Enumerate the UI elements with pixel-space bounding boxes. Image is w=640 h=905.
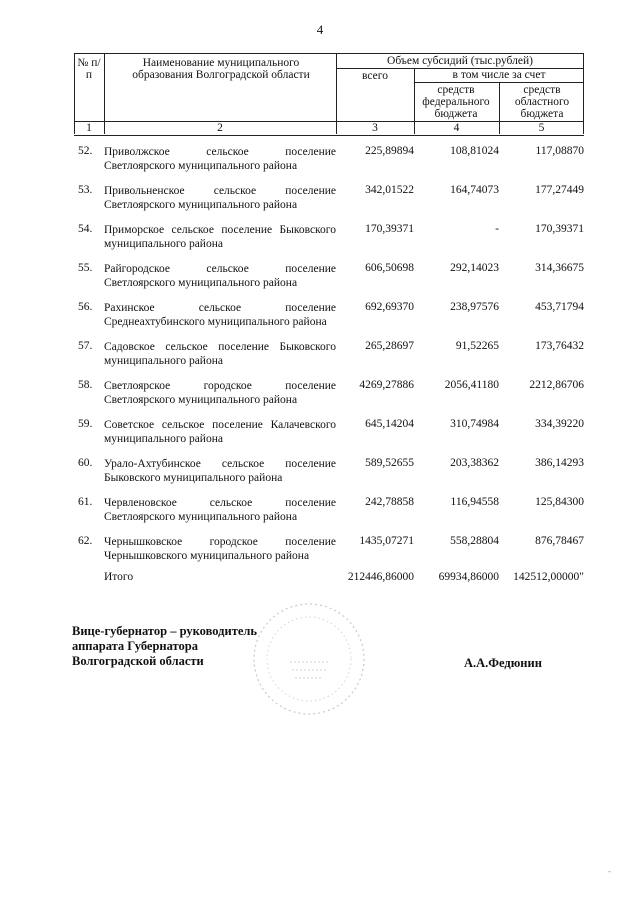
table-row: [74, 532, 584, 571]
row-number: 60.: [78, 457, 93, 469]
subsidy-regional: 170,39371: [535, 223, 584, 235]
table-row: [74, 454, 584, 493]
municipality-name: Приволжское сельское поселение Светлоярского муниципального района: [104, 146, 336, 172]
subsidy-regional: 177,27449: [535, 184, 584, 196]
header-regional-budget: средств областного бюджета: [514, 84, 570, 120]
signer-position-line: аппарата Губернатора: [72, 639, 198, 653]
municipality-name: Чернышковское городское поселение Чернышковского муниципального района: [104, 536, 336, 562]
municipality-name: Светлоярское городское поселение Светлоярского муниципального района: [104, 380, 336, 406]
total-sum: 212446,86000: [347, 571, 414, 583]
subsidy-total: 265,28697: [365, 340, 414, 352]
header-federal-budget: средств федерального бюджета: [422, 84, 490, 120]
column-number: 4: [453, 122, 460, 134]
subsidy-total: 692,69370: [365, 301, 414, 313]
table-row: [74, 220, 584, 259]
table-row: [74, 181, 584, 220]
signer-name: А.А.Федюнин: [464, 656, 542, 670]
table-row: [74, 259, 584, 298]
subsidy-total: 606,50698: [365, 262, 414, 274]
signer-position-line: Вице-губернатор – руководитель: [72, 624, 258, 638]
table-body: [74, 142, 584, 571]
row-number: 54.: [78, 223, 93, 235]
table-header: [74, 53, 584, 134]
subsidy-federal: 310,74984: [450, 418, 499, 430]
column-number: 3: [372, 122, 378, 134]
row-number: 52.: [78, 145, 93, 157]
row-number: 62.: [78, 535, 93, 547]
column-number: 2: [217, 122, 223, 134]
column-number: 1: [86, 122, 92, 134]
subsidy-total: 645,14204: [365, 418, 414, 430]
header-total: всего: [362, 70, 388, 82]
subsidy-federal: 116,94558: [450, 496, 499, 508]
page-number: 4: [316, 22, 324, 37]
signature-block: [72, 624, 257, 669]
subsidy-total: 342,01522: [365, 184, 414, 196]
table-row: [74, 493, 584, 532]
municipality-name: Советское сельское поселение Калачевского муниципального района: [104, 419, 336, 445]
subsidy-total: 4269,27886: [359, 379, 414, 391]
subsidy-total: 242,78858: [365, 496, 414, 508]
table-row: [74, 415, 584, 454]
subsidy-table: [74, 53, 584, 134]
subsidy-federal: 238,97576: [450, 301, 499, 313]
subsidy-regional: 125,84300: [535, 496, 584, 508]
header-number: № п/п: [77, 57, 101, 81]
subsidy-regional: 117,08870: [535, 145, 584, 157]
subsidy-regional: 334,39220: [535, 418, 584, 430]
column-number-row: [74, 121, 584, 136]
subsidy-regional: 314,36675: [535, 262, 584, 274]
subsidy-regional: 2212,86706: [529, 379, 584, 391]
subsidy-regional: 876,78467: [535, 535, 584, 547]
subsidy-federal: 164,74073: [450, 184, 499, 196]
total-regional: 142512,00000": [513, 571, 584, 583]
municipality-name: Урало-Ахтубинское сельское поселение Быковского муниципального района: [104, 458, 336, 484]
subsidy-regional: 453,71794: [535, 301, 584, 313]
row-number: 53.: [78, 184, 93, 196]
total-federal: 69934,86000: [438, 571, 499, 583]
subsidy-federal: 91,52265: [455, 340, 499, 352]
header-municipality: Наименование муниципального образования Волгоградской области: [132, 57, 310, 81]
total-row: [74, 571, 584, 587]
row-number: 57.: [78, 340, 93, 352]
subsidy-total: 170,39371: [365, 223, 414, 235]
municipality-name: Привольненское сельское поселение Светлоярского муниципального района: [104, 185, 336, 211]
subsidy-regional: 173,76432: [535, 340, 584, 352]
subsidy-total: 1435,07271: [359, 535, 414, 547]
subsidy-federal: 108,81024: [450, 145, 499, 157]
subsidy-federal: 558,28804: [450, 535, 499, 547]
table-row: [74, 298, 584, 337]
subsidy-regional: 386,14293: [535, 457, 584, 469]
row-number: 59.: [78, 418, 93, 430]
municipality-name: Садовское сельское поселение Быковского муниципального района: [104, 341, 336, 367]
municipality-name: Червленовское сельское поселение Светлоярского муниципального района: [104, 497, 336, 523]
subsidy-federal: 203,38362: [450, 457, 499, 469]
total-label: Итого: [104, 571, 134, 583]
municipality-name: Рахинское сельское поселение Среднеахтубинского муниципального района: [104, 302, 336, 328]
column-number: 5: [538, 122, 545, 134]
table-row: [74, 142, 584, 181]
subsidy-total: 225,89894: [365, 145, 414, 157]
signer-position-line: Волгоградской области: [72, 654, 204, 668]
table-row: [74, 376, 584, 415]
header-including: в том числе за счет: [452, 69, 546, 81]
subsidy-federal: 2056,41180: [444, 379, 499, 391]
municipality-name: Приморское сельское поселение Быковского муниципального района: [104, 224, 336, 250]
row-number: 56.: [78, 301, 93, 313]
header-subsidy-volume: Объем субсидий (тыс.рублей): [387, 55, 533, 67]
municipality-name: Райгородское сельское поселение Светлоярского муниципального района: [104, 263, 336, 289]
row-number: 58.: [78, 379, 93, 391]
corner-mark: -: [608, 866, 611, 876]
subsidy-federal: -: [495, 223, 499, 235]
subsidy-federal: 292,14023: [450, 262, 499, 274]
row-number: 55.: [78, 262, 93, 274]
table-row: [74, 337, 584, 376]
subsidy-total: 589,52655: [365, 457, 414, 469]
row-number: 61.: [78, 496, 93, 508]
official-seal: [250, 600, 368, 718]
